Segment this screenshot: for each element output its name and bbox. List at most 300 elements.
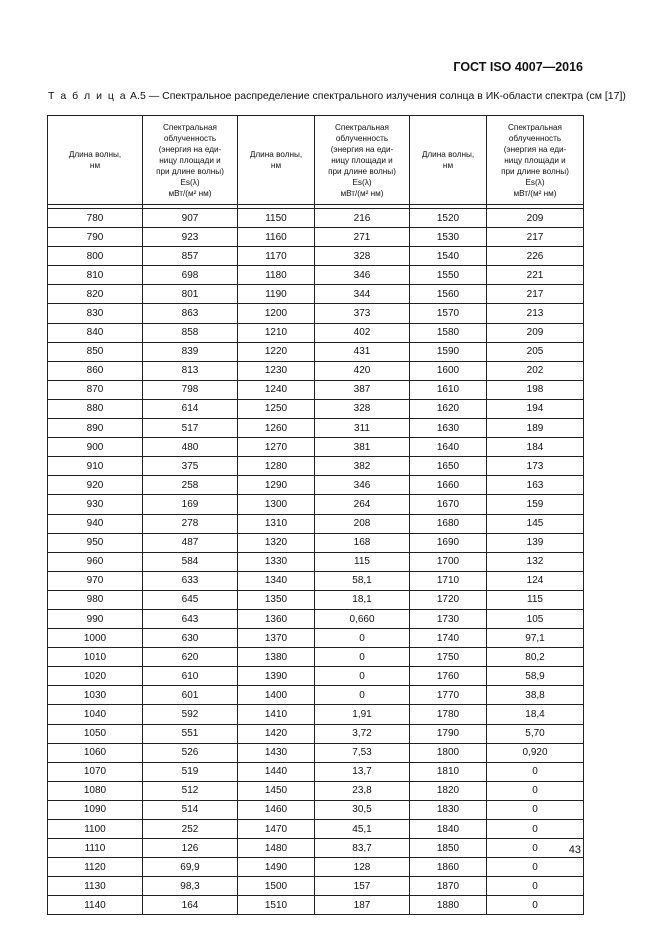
irradiance-cell: 184 xyxy=(487,438,584,457)
wavelength-cell: 1600 xyxy=(410,361,487,380)
irradiance-cell: 514 xyxy=(143,800,238,819)
irradiance-cell: 216 xyxy=(315,209,410,228)
table-row xyxy=(48,762,584,781)
wavelength-cell: 1000 xyxy=(48,629,143,648)
wavelength-cell: 1730 xyxy=(410,609,487,628)
wavelength-cell: 1770 xyxy=(410,686,487,705)
irradiance-cell: 0 xyxy=(487,877,584,896)
irradiance-cell: 0,660 xyxy=(315,609,410,628)
header-line: (энергия на еди- xyxy=(158,144,222,154)
header-line: (энергия на еди- xyxy=(330,144,394,154)
irradiance-cell: 0 xyxy=(487,762,584,781)
table-row xyxy=(48,457,584,476)
wavelength-cell: 1650 xyxy=(410,457,487,476)
wavelength-cell: 1810 xyxy=(410,762,487,781)
irradiance-cell: 209 xyxy=(487,209,584,228)
wavelength-cell: 830 xyxy=(48,304,143,323)
irradiance-cell: 132 xyxy=(487,552,584,571)
wavelength-cell: 1100 xyxy=(48,820,143,839)
table-row xyxy=(48,266,584,285)
irradiance-cell: 258 xyxy=(143,476,238,495)
irradiance-cell: 264 xyxy=(315,495,410,514)
irradiance-cell: 584 xyxy=(143,552,238,571)
wavelength-cell: 1470 xyxy=(238,820,315,839)
wavelength-cell: 1130 xyxy=(48,877,143,896)
irradiance-cell: 164 xyxy=(143,896,238,915)
wavelength-cell: 1570 xyxy=(410,304,487,323)
wavelength-cell: 1010 xyxy=(48,648,143,667)
wavelength-cell: 1680 xyxy=(410,514,487,533)
wavelength-cell: 1540 xyxy=(410,247,487,266)
irradiance-cell: 30,5 xyxy=(315,800,410,819)
wavelength-cell: 920 xyxy=(48,476,143,495)
page-number: 43 xyxy=(568,844,581,856)
irradiance-cell: 159 xyxy=(487,495,584,514)
irradiance-cell: 168 xyxy=(315,533,410,552)
caption-text: А.5 — Спектральное распределение спектрального излучения солнца в ИК-области спектра (см [17]) xyxy=(127,90,626,102)
table-row xyxy=(48,724,584,743)
irradiance-cell: 69,9 xyxy=(143,858,238,877)
irradiance-cell: 592 xyxy=(143,705,238,724)
irradiance-cell: 0 xyxy=(315,629,410,648)
header-line: нм xyxy=(89,161,101,170)
wavelength-cell: 1620 xyxy=(410,399,487,418)
irradiance-cell: 907 xyxy=(143,209,238,228)
wavelength-cell: 1660 xyxy=(410,476,487,495)
spectral-irradiance-table xyxy=(47,115,584,915)
header-line: нм xyxy=(442,161,454,170)
wavelength-cell: 960 xyxy=(48,552,143,571)
wavelength-cell: 1260 xyxy=(238,419,315,438)
wavelength-cell: 1560 xyxy=(410,285,487,304)
irradiance-cell: 13,7 xyxy=(315,762,410,781)
irradiance-cell: 0 xyxy=(487,781,584,800)
irradiance-cell: 420 xyxy=(315,361,410,380)
table-row xyxy=(48,590,584,609)
wavelength-cell: 1820 xyxy=(410,781,487,800)
document-code: ГОСТ ISO 4007—2016 xyxy=(453,60,583,74)
irradiance-cell: 517 xyxy=(143,419,238,438)
wavelength-cell: 1180 xyxy=(238,266,315,285)
wavelength-cell: 1610 xyxy=(410,380,487,399)
irradiance-cell: 83,7 xyxy=(315,839,410,858)
table-row xyxy=(48,629,584,648)
wavelength-cell: 1430 xyxy=(238,743,315,762)
wavelength-cell: 880 xyxy=(48,399,143,418)
irradiance-cell: 18,4 xyxy=(487,705,584,724)
irradiance-cell: 278 xyxy=(143,514,238,533)
wavelength-cell: 1720 xyxy=(410,590,487,609)
irradiance-cell: 0 xyxy=(487,858,584,877)
wavelength-cell: 1800 xyxy=(410,743,487,762)
header-line: мВт/(м² нм) xyxy=(168,188,212,198)
wavelength-cell: 870 xyxy=(48,380,143,399)
table-row xyxy=(48,858,584,877)
wavelength-cell: 1550 xyxy=(410,266,487,285)
irradiance-cell: 5,70 xyxy=(487,724,584,743)
irradiance-cell: 124 xyxy=(487,571,584,590)
wavelength-cell: 1740 xyxy=(410,629,487,648)
table-row xyxy=(48,380,584,399)
wavelength-cell: 840 xyxy=(48,323,143,342)
table-row xyxy=(48,533,584,552)
wavelength-cell: 1700 xyxy=(410,552,487,571)
table-caption xyxy=(48,90,626,102)
irradiance-cell: 923 xyxy=(143,228,238,247)
irradiance-cell: 328 xyxy=(315,399,410,418)
irradiance-cell: 217 xyxy=(487,285,584,304)
header-line: (энергия на еди- xyxy=(503,144,567,154)
wavelength-cell: 1690 xyxy=(410,533,487,552)
irradiance-cell: 487 xyxy=(143,533,238,552)
irradiance-cell: 610 xyxy=(143,667,238,686)
wavelength-cell: 1230 xyxy=(238,361,315,380)
irradiance-cell: 145 xyxy=(487,514,584,533)
header-line: Es(λ) xyxy=(352,177,372,187)
header-line: Спектральная xyxy=(335,122,389,132)
wavelength-cell: 1080 xyxy=(48,781,143,800)
irradiance-cell: 221 xyxy=(487,266,584,285)
wavelength-cell: 1340 xyxy=(238,571,315,590)
irradiance-cell: 173 xyxy=(487,457,584,476)
wavelength-cell: 1040 xyxy=(48,705,143,724)
wavelength-cell: 810 xyxy=(48,266,143,285)
wavelength-cell: 1460 xyxy=(238,800,315,819)
table-row xyxy=(48,667,584,686)
table-row xyxy=(48,781,584,800)
table-row xyxy=(48,877,584,896)
wavelength-cell: 1210 xyxy=(238,323,315,342)
wavelength-cell: 1320 xyxy=(238,533,315,552)
wavelength-cell: 1330 xyxy=(238,552,315,571)
table-row xyxy=(48,228,584,247)
irradiance-cell: 80,2 xyxy=(487,648,584,667)
wavelength-cell: 1480 xyxy=(238,839,315,858)
table-row xyxy=(48,839,584,858)
wavelength-cell: 820 xyxy=(48,285,143,304)
irradiance-cell: 97,1 xyxy=(487,629,584,648)
header-irradiance xyxy=(315,116,410,205)
irradiance-cell: 344 xyxy=(315,285,410,304)
irradiance-cell: 375 xyxy=(143,457,238,476)
header-line: Спектральная xyxy=(508,122,562,132)
irradiance-cell: 7,53 xyxy=(315,743,410,762)
wavelength-cell: 1710 xyxy=(410,571,487,590)
wavelength-cell: 1200 xyxy=(238,304,315,323)
wavelength-cell: 1270 xyxy=(238,438,315,457)
wavelength-cell: 910 xyxy=(48,457,143,476)
header-line: Es(λ) xyxy=(525,177,545,187)
wavelength-cell: 1250 xyxy=(238,399,315,418)
irradiance-cell: 169 xyxy=(143,495,238,514)
wavelength-cell: 1530 xyxy=(410,228,487,247)
irradiance-cell: 128 xyxy=(315,858,410,877)
table-row xyxy=(48,648,584,667)
irradiance-cell: 126 xyxy=(143,839,238,858)
irradiance-cell: 328 xyxy=(315,247,410,266)
irradiance-cell: 551 xyxy=(143,724,238,743)
table-row xyxy=(48,476,584,495)
table-body xyxy=(48,209,584,915)
irradiance-cell: 252 xyxy=(143,820,238,839)
table-row xyxy=(48,285,584,304)
irradiance-cell: 630 xyxy=(143,629,238,648)
irradiance-cell: 519 xyxy=(143,762,238,781)
irradiance-cell: 431 xyxy=(315,342,410,361)
wavelength-cell: 1590 xyxy=(410,342,487,361)
table-row xyxy=(48,495,584,514)
table-header-row xyxy=(48,116,584,205)
irradiance-cell: 346 xyxy=(315,476,410,495)
irradiance-cell: 202 xyxy=(487,361,584,380)
wavelength-cell: 1160 xyxy=(238,228,315,247)
irradiance-cell: 0 xyxy=(487,839,584,858)
wavelength-cell: 950 xyxy=(48,533,143,552)
irradiance-cell: 620 xyxy=(143,648,238,667)
wavelength-cell: 800 xyxy=(48,247,143,266)
wavelength-cell: 1640 xyxy=(410,438,487,457)
wavelength-cell: 1420 xyxy=(238,724,315,743)
header-line: облученность xyxy=(508,133,562,143)
wavelength-cell: 1190 xyxy=(238,285,315,304)
header-irradiance xyxy=(143,116,238,205)
wavelength-cell: 1790 xyxy=(410,724,487,743)
wavelength-cell: 1030 xyxy=(48,686,143,705)
irradiance-cell: 0 xyxy=(487,896,584,915)
table-row xyxy=(48,361,584,380)
irradiance-cell: 0 xyxy=(315,686,410,705)
wavelength-cell: 1860 xyxy=(410,858,487,877)
wavelength-cell: 1310 xyxy=(238,514,315,533)
table-row xyxy=(48,552,584,571)
irradiance-cell: 0 xyxy=(487,820,584,839)
wavelength-cell: 1840 xyxy=(410,820,487,839)
wavelength-cell: 970 xyxy=(48,571,143,590)
table-row xyxy=(48,209,584,228)
header-line: Длина волны, xyxy=(421,150,475,159)
header-irradiance xyxy=(487,116,584,205)
irradiance-cell: 0 xyxy=(315,667,410,686)
wavelength-cell: 1070 xyxy=(48,762,143,781)
wavelength-cell: 1410 xyxy=(238,705,315,724)
wavelength-cell: 1220 xyxy=(238,342,315,361)
header-wavelength xyxy=(48,116,143,205)
table-row xyxy=(48,686,584,705)
wavelength-cell: 1760 xyxy=(410,667,487,686)
irradiance-cell: 381 xyxy=(315,438,410,457)
irradiance-cell: 271 xyxy=(315,228,410,247)
wavelength-cell: 780 xyxy=(48,209,143,228)
header-line: облученность xyxy=(163,133,217,143)
table-row xyxy=(48,705,584,724)
wavelength-cell: 1850 xyxy=(410,839,487,858)
table-row xyxy=(48,609,584,628)
header-line: при длине волны) xyxy=(328,166,396,176)
wavelength-cell: 1380 xyxy=(238,648,315,667)
header-line: Длина волны, xyxy=(68,150,122,159)
header-line: мВт/(м² нм) xyxy=(340,188,384,198)
irradiance-cell: 58,9 xyxy=(487,667,584,686)
wavelength-cell: 940 xyxy=(48,514,143,533)
header-line: ницу площади и xyxy=(504,155,566,165)
table-row xyxy=(48,438,584,457)
wavelength-cell: 1060 xyxy=(48,743,143,762)
wavelength-cell: 790 xyxy=(48,228,143,247)
wavelength-cell: 1300 xyxy=(238,495,315,514)
wavelength-cell: 860 xyxy=(48,361,143,380)
wavelength-cell: 1170 xyxy=(238,247,315,266)
wavelength-cell: 1830 xyxy=(410,800,487,819)
wavelength-cell: 930 xyxy=(48,495,143,514)
table-row xyxy=(48,419,584,438)
irradiance-cell: 863 xyxy=(143,304,238,323)
irradiance-cell: 858 xyxy=(143,323,238,342)
header-line: ницу площади и xyxy=(331,155,393,165)
wavelength-cell: 1780 xyxy=(410,705,487,724)
wavelength-cell: 1370 xyxy=(238,629,315,648)
wavelength-cell: 1290 xyxy=(238,476,315,495)
header-line: мВт/(м² нм) xyxy=(513,188,557,198)
wavelength-cell: 990 xyxy=(48,609,143,628)
irradiance-cell: 1,91 xyxy=(315,705,410,724)
irradiance-cell: 115 xyxy=(487,590,584,609)
irradiance-cell: 226 xyxy=(487,247,584,266)
irradiance-cell: 698 xyxy=(143,266,238,285)
irradiance-cell: 614 xyxy=(143,399,238,418)
wavelength-cell: 850 xyxy=(48,342,143,361)
irradiance-cell: 798 xyxy=(143,380,238,399)
wavelength-cell: 1360 xyxy=(238,609,315,628)
irradiance-cell: 213 xyxy=(487,304,584,323)
irradiance-cell: 382 xyxy=(315,457,410,476)
wavelength-cell: 1390 xyxy=(238,667,315,686)
table-row xyxy=(48,342,584,361)
wavelength-cell: 1440 xyxy=(238,762,315,781)
wavelength-cell: 1120 xyxy=(48,858,143,877)
irradiance-cell: 139 xyxy=(487,533,584,552)
irradiance-cell: 0,920 xyxy=(487,743,584,762)
irradiance-cell: 45,1 xyxy=(315,820,410,839)
irradiance-cell: 512 xyxy=(143,781,238,800)
table-row xyxy=(48,304,584,323)
table-row xyxy=(48,743,584,762)
wavelength-cell: 1240 xyxy=(238,380,315,399)
table-row xyxy=(48,323,584,342)
irradiance-cell: 38,8 xyxy=(487,686,584,705)
wavelength-cell: 1630 xyxy=(410,419,487,438)
wavelength-cell: 1750 xyxy=(410,648,487,667)
wavelength-cell: 1350 xyxy=(238,590,315,609)
wavelength-cell: 1400 xyxy=(238,686,315,705)
wavelength-cell: 1670 xyxy=(410,495,487,514)
header-line: Спектральная xyxy=(163,122,217,132)
header-wavelength xyxy=(238,116,315,205)
irradiance-cell: 601 xyxy=(143,686,238,705)
table-row xyxy=(48,514,584,533)
irradiance-cell: 157 xyxy=(315,877,410,896)
irradiance-cell: 217 xyxy=(487,228,584,247)
table-row xyxy=(48,399,584,418)
irradiance-cell: 208 xyxy=(315,514,410,533)
table-row xyxy=(48,571,584,590)
irradiance-cell: 23,8 xyxy=(315,781,410,800)
table-row xyxy=(48,820,584,839)
irradiance-cell: 857 xyxy=(143,247,238,266)
irradiance-cell: 18,1 xyxy=(315,590,410,609)
irradiance-cell: 0 xyxy=(487,800,584,819)
irradiance-cell: 187 xyxy=(315,896,410,915)
irradiance-cell: 813 xyxy=(143,361,238,380)
irradiance-cell: 115 xyxy=(315,552,410,571)
header-line: нм xyxy=(270,161,282,170)
irradiance-cell: 194 xyxy=(487,399,584,418)
header-line: при длине волны) xyxy=(501,166,569,176)
irradiance-cell: 801 xyxy=(143,285,238,304)
table-row xyxy=(48,800,584,819)
header-line: Длина волны, xyxy=(249,150,303,159)
table-row xyxy=(48,896,584,915)
irradiance-cell: 98,3 xyxy=(143,877,238,896)
wavelength-cell: 1870 xyxy=(410,877,487,896)
irradiance-cell: 526 xyxy=(143,743,238,762)
wavelength-cell: 890 xyxy=(48,419,143,438)
wavelength-cell: 1280 xyxy=(238,457,315,476)
irradiance-cell: 373 xyxy=(315,304,410,323)
irradiance-cell: 3,72 xyxy=(315,724,410,743)
wavelength-cell: 1140 xyxy=(48,896,143,915)
irradiance-cell: 209 xyxy=(487,323,584,342)
irradiance-cell: 163 xyxy=(487,476,584,495)
wavelength-cell: 1520 xyxy=(410,209,487,228)
irradiance-cell: 311 xyxy=(315,419,410,438)
irradiance-cell: 839 xyxy=(143,342,238,361)
wavelength-cell: 1110 xyxy=(48,839,143,858)
wavelength-cell: 1580 xyxy=(410,323,487,342)
wavelength-cell: 1510 xyxy=(238,896,315,915)
wavelength-cell: 1090 xyxy=(48,800,143,819)
irradiance-cell: 346 xyxy=(315,266,410,285)
header-wavelength xyxy=(410,116,487,205)
wavelength-cell: 900 xyxy=(48,438,143,457)
wavelength-cell: 1450 xyxy=(238,781,315,800)
irradiance-cell: 0 xyxy=(315,648,410,667)
irradiance-cell: 58,1 xyxy=(315,571,410,590)
irradiance-cell: 643 xyxy=(143,609,238,628)
irradiance-cell: 480 xyxy=(143,438,238,457)
wavelength-cell: 980 xyxy=(48,590,143,609)
caption-label: Т а б л и ц а xyxy=(48,90,128,102)
wavelength-cell: 1020 xyxy=(48,667,143,686)
header-line: ницу площади и xyxy=(159,155,221,165)
irradiance-cell: 105 xyxy=(487,609,584,628)
header-line: облученность xyxy=(335,133,389,143)
wavelength-cell: 1880 xyxy=(410,896,487,915)
irradiance-cell: 387 xyxy=(315,380,410,399)
irradiance-cell: 189 xyxy=(487,419,584,438)
irradiance-cell: 205 xyxy=(487,342,584,361)
wavelength-cell: 1150 xyxy=(238,209,315,228)
wavelength-cell: 1500 xyxy=(238,877,315,896)
irradiance-cell: 645 xyxy=(143,590,238,609)
header-line: Es(λ) xyxy=(180,177,200,187)
wavelength-cell: 1050 xyxy=(48,724,143,743)
wavelength-cell: 1490 xyxy=(238,858,315,877)
irradiance-cell: 633 xyxy=(143,571,238,590)
header-line: при длине волны) xyxy=(156,166,224,176)
irradiance-cell: 198 xyxy=(487,380,584,399)
irradiance-cell: 402 xyxy=(315,323,410,342)
table-row xyxy=(48,247,584,266)
